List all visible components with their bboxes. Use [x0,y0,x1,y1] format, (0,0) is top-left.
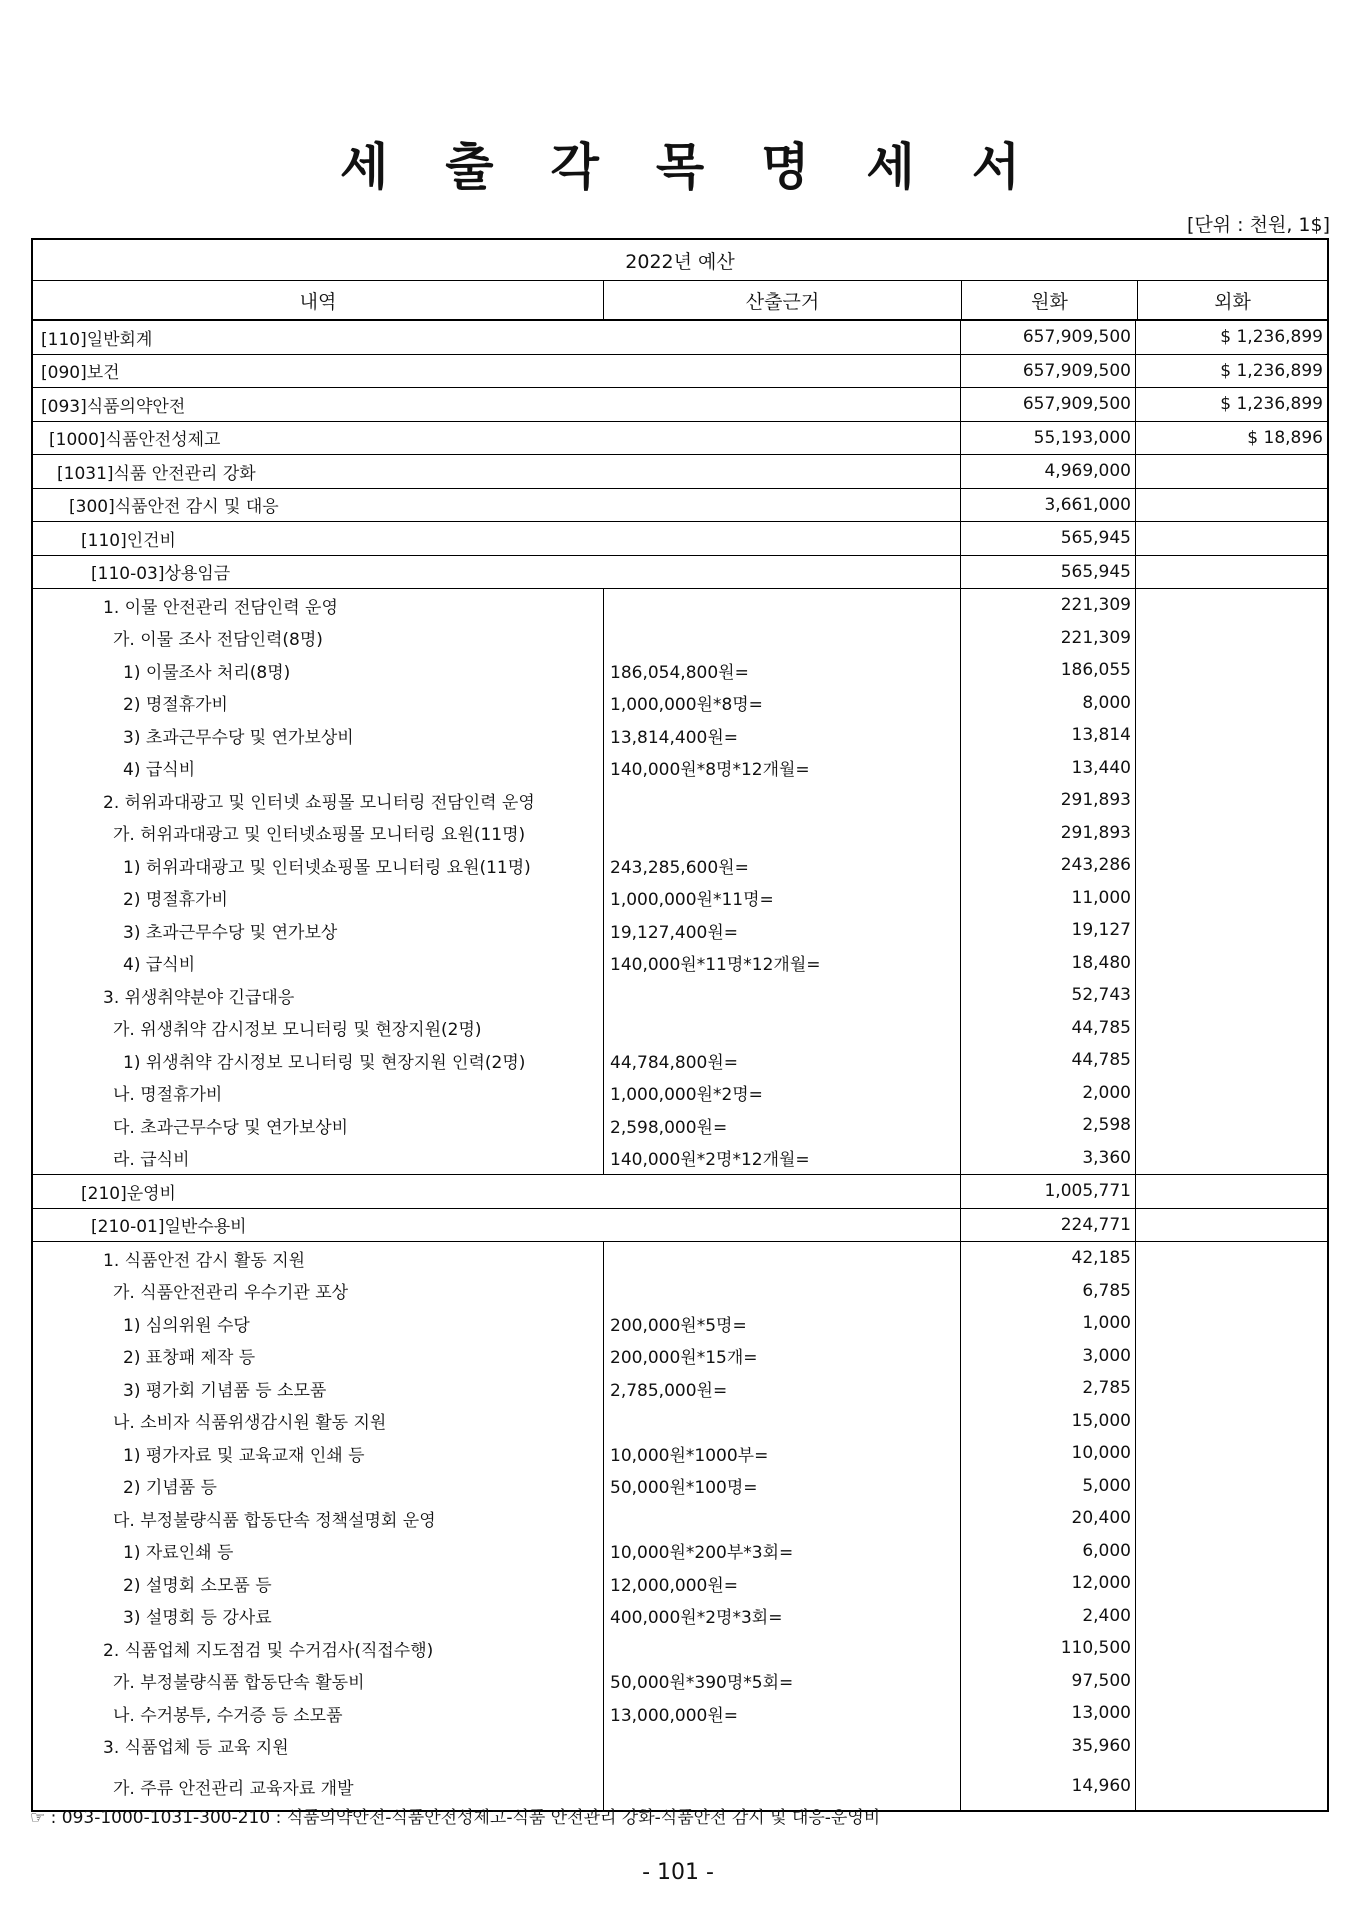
row-won: 13,000 [960,1697,1135,1730]
row-foreign [1135,1600,1327,1633]
row-won: 12,000 [960,1567,1135,1600]
row-basis: 400,000원*2명*3회= [603,1600,960,1633]
row-won: 2,400 [960,1600,1135,1633]
row-foreign [1135,1012,1327,1045]
row-label: [300]식품안전 감시 및 대응 [69,497,279,518]
title-char: 명 [761,138,810,196]
row-label: 2) 설명회 소모품 등 [123,1575,272,1596]
row-won: 2,000 [960,1077,1135,1110]
row-label: 1) 허위과대광고 및 인터넷쇼핑몰 모니터링 요원(11명) [123,857,531,878]
table-row [33,1697,1327,1730]
row-label: 1. 식품안전 감시 활동 지원 [103,1250,306,1271]
page-number: - 101 - [642,1860,714,1885]
table-row [33,454,1327,488]
row-won: 42,185 [960,1242,1135,1275]
row-foreign [1135,1275,1327,1308]
unit-label: [단위 : 천원, 1$] [1187,214,1330,236]
table-row [33,719,1327,752]
row-foreign [1135,1077,1327,1110]
row-basis [603,1730,960,1763]
row-basis [603,784,960,817]
row-label: [110]인건비 [81,530,176,551]
row-foreign [1135,1535,1327,1568]
row-label: [090]보건 [41,363,120,384]
document-title [0,128,1356,198]
row-foreign [1135,817,1327,850]
row-foreign [1135,914,1327,947]
row-won: 35,960 [960,1730,1135,1763]
table-row [33,1730,1327,1763]
year-header: 2022년 예산 [33,240,1327,281]
table-row [33,1535,1327,1568]
table-row [33,354,1327,388]
row-won: 221,309 [960,622,1135,655]
table-row [33,752,1327,785]
row-won: 6,000 [960,1535,1135,1568]
row-won: 5,000 [960,1470,1135,1503]
row-basis [603,1242,960,1275]
title-char: 목 [655,138,705,196]
row-foreign: $ 1,236,899 [1135,321,1327,354]
row-label: [110]일반회계 [41,329,153,350]
table-row [33,387,1327,421]
title-char: 출 [445,138,494,196]
row-foreign [1135,882,1327,915]
table-row [33,588,1327,622]
row-label: 2) 표창패 제작 등 [123,1348,256,1369]
table-row [33,1208,1327,1242]
table-row [33,1142,1327,1175]
row-foreign: $ 1,236,899 [1135,355,1327,388]
row-won: 14,960 [960,1762,1135,1810]
row-label: 1) 심의위원 수당 [123,1315,250,1336]
row-label: 다. 부정불량식품 합동단속 정책설명회 운영 [113,1510,436,1531]
row-basis [603,1405,960,1438]
row-won: 4,969,000 [960,455,1135,488]
row-basis: 200,000원*15개= [603,1340,960,1373]
row-label: 3) 평가회 기념품 등 소모품 [123,1380,327,1401]
row-label: 1) 자료인쇄 등 [123,1543,234,1564]
footer-note: ☞ : 093-1000-1031-300-210 : 식품의약안전-식품안전성제고-식품 안전관리 강화-식품안전 감시 및 대응-운영비 [30,1808,881,1828]
row-basis [603,1502,960,1535]
row-foreign: $ 1,236,899 [1135,388,1327,421]
table-row [33,849,1327,882]
table-row [33,1241,1327,1275]
row-won: 3,661,000 [960,489,1135,522]
row-label: 가. 허위과대광고 및 인터넷쇼핑몰 모니터링 요원(11명) [113,825,526,846]
row-foreign [1135,1307,1327,1340]
table-row [33,1600,1327,1633]
table-row [33,1665,1327,1698]
row-basis: 19,127,400원= [603,914,960,947]
row-label: 가. 부정불량식품 합동단속 활동비 [113,1673,365,1694]
row-basis: 50,000원*390명*5회= [603,1665,960,1698]
column-headers [33,281,1327,321]
table-row [33,521,1327,555]
table-row [33,817,1327,850]
table-row [33,1405,1327,1438]
table-row [33,687,1327,720]
row-label: 가. 식품안전관리 우수기관 포상 [113,1283,349,1304]
row-foreign [1135,1209,1327,1242]
row-foreign [1135,1665,1327,1698]
row-foreign [1135,1730,1327,1763]
row-basis: 1,000,000원*2명= [603,1077,960,1110]
row-won: 291,893 [960,817,1135,850]
row-basis: 13,000,000원= [603,1697,960,1730]
row-basis: 200,000원*5명= [603,1307,960,1340]
row-basis [603,622,960,655]
row-label: 4) 급식비 [123,760,196,781]
row-foreign: $ 18,896 [1135,422,1327,455]
row-foreign [1135,455,1327,488]
row-foreign [1135,654,1327,687]
row-won: 565,945 [960,522,1135,555]
row-won: 19,127 [960,914,1135,947]
table-row [33,1174,1327,1208]
row-label: [093]식품의약안전 [41,396,186,417]
row-label: 가. 주류 안전관리 교육자료 개발 [113,1778,354,1799]
row-won: 8,000 [960,687,1135,720]
table-row [33,321,1327,354]
row-basis: 12,000,000원= [603,1567,960,1600]
row-label: 다. 초과근무수당 및 연가보상비 [113,1117,349,1138]
row-label: 가. 위생취약 감시정보 모니터링 및 현장지원(2명) [113,1020,482,1041]
row-label: 2) 명절휴가비 [123,890,228,911]
row-won: 13,440 [960,752,1135,785]
row-label: 3) 설명회 등 강사료 [123,1608,272,1629]
row-foreign [1135,1109,1327,1142]
row-label: 2. 식품업체 지도점검 및 수거검사(직접수행) [103,1640,434,1661]
row-label: 1) 위생취약 감시정보 모니터링 및 현장지원 인력(2명) [123,1052,526,1073]
row-basis [603,1632,960,1665]
row-won: 657,909,500 [960,355,1135,388]
col-header-item: 내역 [299,290,337,313]
row-label: 나. 소비자 식품위생감시원 활동 지원 [113,1413,387,1434]
row-label: 나. 수거봉투, 수거증 등 소모품 [113,1705,343,1726]
row-foreign [1135,1175,1327,1208]
row-label: 1. 이물 안전관리 전담인력 운영 [103,597,338,618]
row-label: 2. 허위과대광고 및 인터넷 쇼핑몰 모니터링 전담인력 운영 [103,792,535,813]
row-won: 565,945 [960,556,1135,589]
table-row [33,947,1327,980]
row-foreign [1135,849,1327,882]
row-foreign [1135,1632,1327,1665]
row-foreign [1135,687,1327,720]
table-row [33,1109,1327,1142]
row-label: 3) 초과근무수당 및 연가보상 [123,922,338,943]
row-basis: 13,814,400원= [603,719,960,752]
row-label: 2) 명절휴가비 [123,695,228,716]
row-foreign [1135,752,1327,785]
row-won: 55,193,000 [960,422,1135,455]
row-basis: 10,000원*200부*3회= [603,1535,960,1568]
row-foreign [1135,1340,1327,1373]
col-header-foreign: 외화 [1137,281,1327,319]
row-foreign [1135,522,1327,555]
table-row [33,488,1327,522]
table-row [33,1077,1327,1110]
row-foreign [1135,1372,1327,1405]
row-won: 3,000 [960,1340,1135,1373]
row-won: 44,785 [960,1044,1135,1077]
row-basis: 50,000원*100명= [603,1470,960,1503]
row-won: 13,814 [960,719,1135,752]
row-won: 18,480 [960,947,1135,980]
row-basis: 1,000,000원*11명= [603,882,960,915]
row-foreign [1135,979,1327,1012]
table-body [33,321,1327,1810]
row-label: [210-01]일반수용비 [91,1217,247,1238]
row-won: 2,785 [960,1372,1135,1405]
table-row [33,622,1327,655]
row-foreign [1135,719,1327,752]
row-foreign [1135,489,1327,522]
row-label: [210]운영비 [81,1183,176,1204]
row-label: 가. 이물 조사 전담인력(8명) [113,630,323,651]
row-won: 3,360 [960,1142,1135,1175]
row-foreign [1135,1502,1327,1535]
row-label: 1) 평가자료 및 교육교재 인쇄 등 [123,1445,365,1466]
row-won: 657,909,500 [960,321,1135,354]
row-won: 15,000 [960,1405,1135,1438]
budget-table [31,238,1329,1812]
row-foreign [1135,622,1327,655]
table-row [33,1044,1327,1077]
table-row [33,1502,1327,1535]
row-basis [603,1012,960,1045]
row-won: 6,785 [960,1275,1135,1308]
row-basis: 2,598,000원= [603,1109,960,1142]
table-row [33,1340,1327,1373]
row-label: 4) 급식비 [123,955,196,976]
row-label: 나. 명절휴가비 [113,1085,223,1106]
table-row [33,784,1327,817]
row-foreign [1135,784,1327,817]
row-label: 1) 이물조사 처리(8명) [123,662,291,683]
row-foreign [1135,947,1327,980]
row-basis: 140,000원*11명*12개월= [603,947,960,980]
table-row [33,979,1327,1012]
table-row [33,1632,1327,1665]
title-char: 세 [340,138,389,196]
row-basis: 1,000,000원*8명= [603,687,960,720]
row-basis: 10,000원*1000부= [603,1437,960,1470]
row-won: 186,055 [960,654,1135,687]
table-row [33,914,1327,947]
row-foreign [1135,556,1327,589]
col-header-basis: 산출근거 [603,281,961,319]
table-row [33,654,1327,687]
table-row [33,421,1327,455]
table-row [33,1470,1327,1503]
row-basis [603,1275,960,1308]
table-row [33,1275,1327,1308]
row-won: 52,743 [960,979,1135,1012]
row-foreign [1135,1567,1327,1600]
row-label: [1000]식품안전성제고 [49,430,221,451]
row-won: 44,785 [960,1012,1135,1045]
row-basis: 243,285,600원= [603,849,960,882]
row-label: 3) 초과근무수당 및 연가보상비 [123,727,354,748]
row-basis: 2,785,000원= [603,1372,960,1405]
row-label: 2) 기념품 등 [123,1478,217,1499]
table-row [33,1437,1327,1470]
row-won: 1,000 [960,1307,1135,1340]
row-foreign [1135,1405,1327,1438]
row-won: 1,005,771 [960,1175,1135,1208]
row-foreign [1135,589,1327,622]
row-label: 3. 위생취약분야 긴급대응 [103,987,295,1008]
row-won: 10,000 [960,1437,1135,1470]
row-basis: 140,000원*8명*12개월= [603,752,960,785]
row-label: [1031]식품 안전관리 강화 [57,463,256,484]
table-row [33,1567,1327,1600]
row-won: 243,286 [960,849,1135,882]
row-won: 221,309 [960,589,1135,622]
row-basis: 44,784,800원= [603,1044,960,1077]
table-row [33,882,1327,915]
row-won: 224,771 [960,1209,1135,1242]
row-foreign [1135,1242,1327,1275]
row-basis: 140,000원*2명*12개월= [603,1142,960,1175]
row-foreign [1135,1044,1327,1077]
row-won: 20,400 [960,1502,1135,1535]
col-header-won: 원화 [961,281,1137,319]
row-basis [603,817,960,850]
row-foreign [1135,1142,1327,1175]
row-won: 11,000 [960,882,1135,915]
row-basis [603,979,960,1012]
row-foreign [1135,1470,1327,1503]
row-won: 2,598 [960,1109,1135,1142]
row-won: 97,500 [960,1665,1135,1698]
row-foreign [1135,1437,1327,1470]
table-row [33,1012,1327,1045]
row-won: 110,500 [960,1632,1135,1665]
row-foreign [1135,1762,1327,1810]
row-won: 291,893 [960,784,1135,817]
row-label: 3. 식품업체 등 교육 지원 [103,1738,289,1759]
row-foreign [1135,1697,1327,1730]
row-basis [603,589,960,622]
table-row [33,1372,1327,1405]
table-row [33,1307,1327,1340]
row-label: 라. 급식비 [113,1150,190,1171]
row-label: [110-03]상용임금 [91,564,231,585]
table-row [33,555,1327,589]
title-char: 각 [550,138,599,196]
title-char: 세 [866,138,915,196]
row-won: 657,909,500 [960,388,1135,421]
row-basis: 186,054,800원= [603,654,960,687]
title-char: 서 [971,138,1020,196]
